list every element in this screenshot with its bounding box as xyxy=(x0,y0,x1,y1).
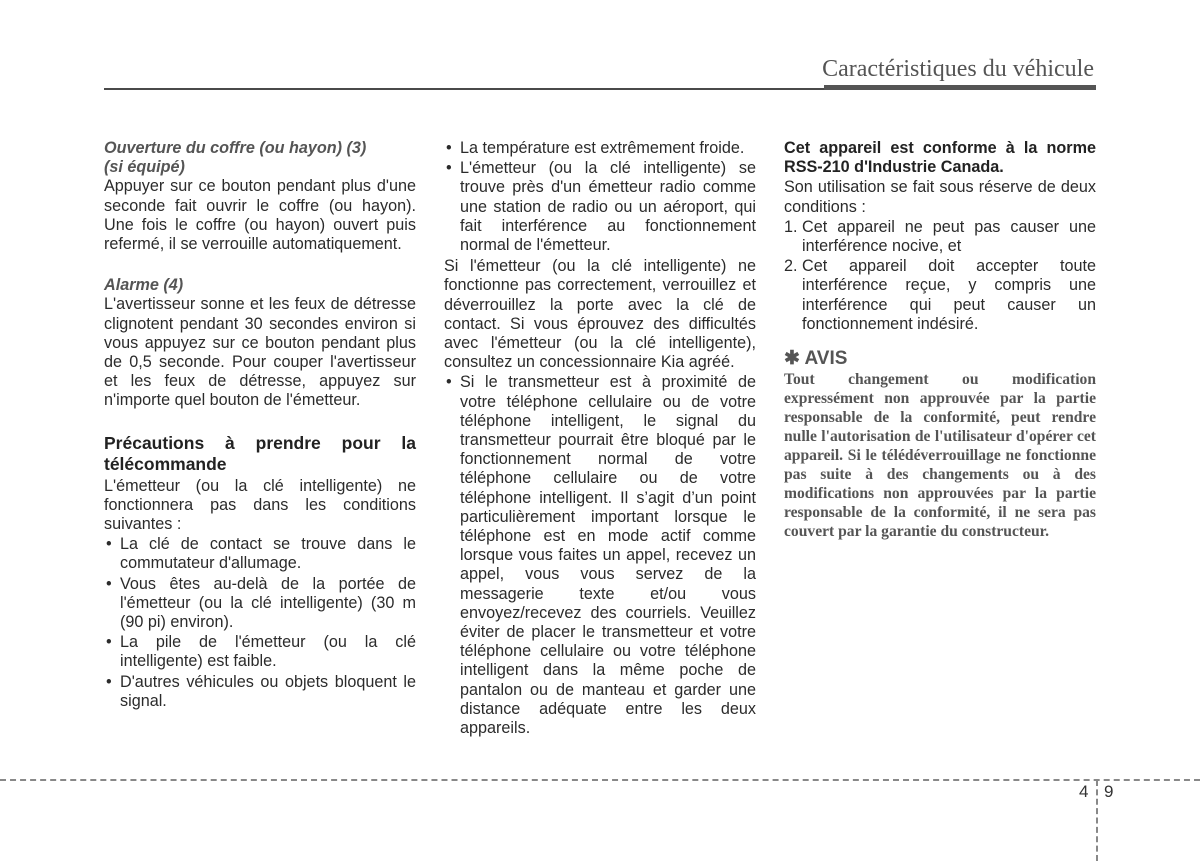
precautions-heading: Précautions à prendre pour la télécommande xyxy=(104,432,416,474)
list-item: • La clé de contact se trouve dans le commutateur d'allumage. xyxy=(104,535,416,573)
notice-body: Tout changement ou modification expressément non approuvée par la partie responsable de la conformité, peut rendre nulle l'autorisation de l'utilisateur d'opérer cet appareil. Si le télédéverrouillage ne fonctionne pas suite à des changements ou à des modifications non approuvées par la partie responsable de la conformité, il ne sera pas couvert par la garantie du constructeur. xyxy=(784,371,1096,541)
list-item xyxy=(784,218,1096,256)
list-item: • La température est extrêmement froide. xyxy=(444,139,756,158)
phone-interference-list xyxy=(444,373,756,738)
precautions-list xyxy=(104,535,416,711)
page-number: 9 xyxy=(1104,782,1114,801)
column-middle xyxy=(444,139,756,738)
footer-dashed-divider xyxy=(1096,780,1098,861)
list-number: 2. xyxy=(784,257,798,276)
trunk-subheading-line2: (si équipé) xyxy=(104,158,185,177)
alarm-body: L'avertisseur sonne et les feux de détresse clignotent pendant 30 secondes environ si vous appuyez sur ce bouton pendant plus de 0,5 seconde. Pour couper l'avertisseur et les feux de détresse, appuyez sur n'importe quel bouton de l'émetteur. xyxy=(104,295,416,410)
list-text: Cet appareil ne peut pas causer une interférence nocive, et xyxy=(802,217,1096,256)
footer-dashed-rule xyxy=(0,779,1200,781)
list-item: • Vous êtes au-delà de la portée de l'émetteur (ou la clé intelligente) (30 m (90 pi) environ). xyxy=(104,575,416,633)
header-rule xyxy=(104,88,826,90)
conditions-list-continued xyxy=(444,139,756,255)
list-item xyxy=(784,257,1096,334)
precautions-intro: L'émetteur (ou la clé intelligente) ne fonctionnera pas dans les conditions suivantes : xyxy=(104,476,416,534)
running-header-title: Caractéristiques du véhicule xyxy=(822,56,1094,82)
troubleshooting-paragraph: Si l'émetteur (ou la clé intelligente) ne fonctionne pas correctement, verrouillez et déverrouillez la porte avec la clé de contact. Si vous éprouvez des difficultés avec l'émetteur (ou la clé intelligente), consultez un concessionnaire Kia agréé. xyxy=(444,257,756,372)
list-item: • La pile de l'émetteur (ou la clé intelligente) est faible. xyxy=(104,633,416,671)
list-item: • L'émetteur (ou la clé intelligente) se trouve près d'un émetteur radio comme une station de radio ou un aéroport, qui fait interférence au fonctionnement normal de l'émetteur. xyxy=(444,159,756,255)
compliance-heading: Cet appareil est conforme à la norme RSS-210 d'Industrie Canada. xyxy=(784,139,1096,177)
header-rule-accent xyxy=(824,85,1096,90)
trunk-body: Appuyer sur ce bouton pendant plus d'une seconde fait ouvrir le coffre (ou hayon). Une fois le coffre (ou hayon) ouvert puis refermé, il se verrouille automatiquement. xyxy=(104,177,416,254)
trunk-subheading-line1: Ouverture du coffre (ou hayon) (3) xyxy=(104,139,367,157)
notice-title: AVIS xyxy=(804,348,848,370)
asterisk-icon: ✱ xyxy=(784,348,800,370)
list-item: • D'autres véhicules ou objets bloquent le signal. xyxy=(104,673,416,711)
section-trunk xyxy=(104,139,416,254)
section-alarm xyxy=(104,276,416,410)
list-number: 1. xyxy=(784,217,798,236)
list-item: • Si le transmetteur est à proximité de votre téléphone cellulaire ou de votre téléphone intelligent, le signal du transmetteur pourrait être bloqué par le fonctionnement normal de votre téléphone cellulaire ou de votre téléphone intelligent. Il s’agit d’un point particulièrement important lorsque le téléphone est en mode actif comme lorsque vous faites un appel, recevez un appel, vous vous servez de la messagerie texte et/ou vous envoyez/recevez des courriels. Veuillez éviter de placer le transmetteur et votre téléphone cellulaire ou votre téléphone intelligent dans la même poche de pantalon ou de manteau et garder une distance adéquate entre les deux appareils. xyxy=(444,373,756,738)
section-precautions xyxy=(104,433,416,711)
list-text: Cet appareil doit accepter toute interférence reçue, y compris une interférence qui peut causer un fonctionnement indésiré. xyxy=(802,257,1096,333)
compliance-conditions xyxy=(784,218,1096,334)
compliance-intro: Son utilisation se fait sous réserve de deux conditions : xyxy=(784,178,1096,216)
notice-heading xyxy=(784,348,1096,370)
column-right xyxy=(784,139,1096,541)
alarm-subheading: Alarme (4) xyxy=(104,276,184,295)
column-left xyxy=(104,139,416,711)
section-number: 4 xyxy=(1079,782,1089,801)
